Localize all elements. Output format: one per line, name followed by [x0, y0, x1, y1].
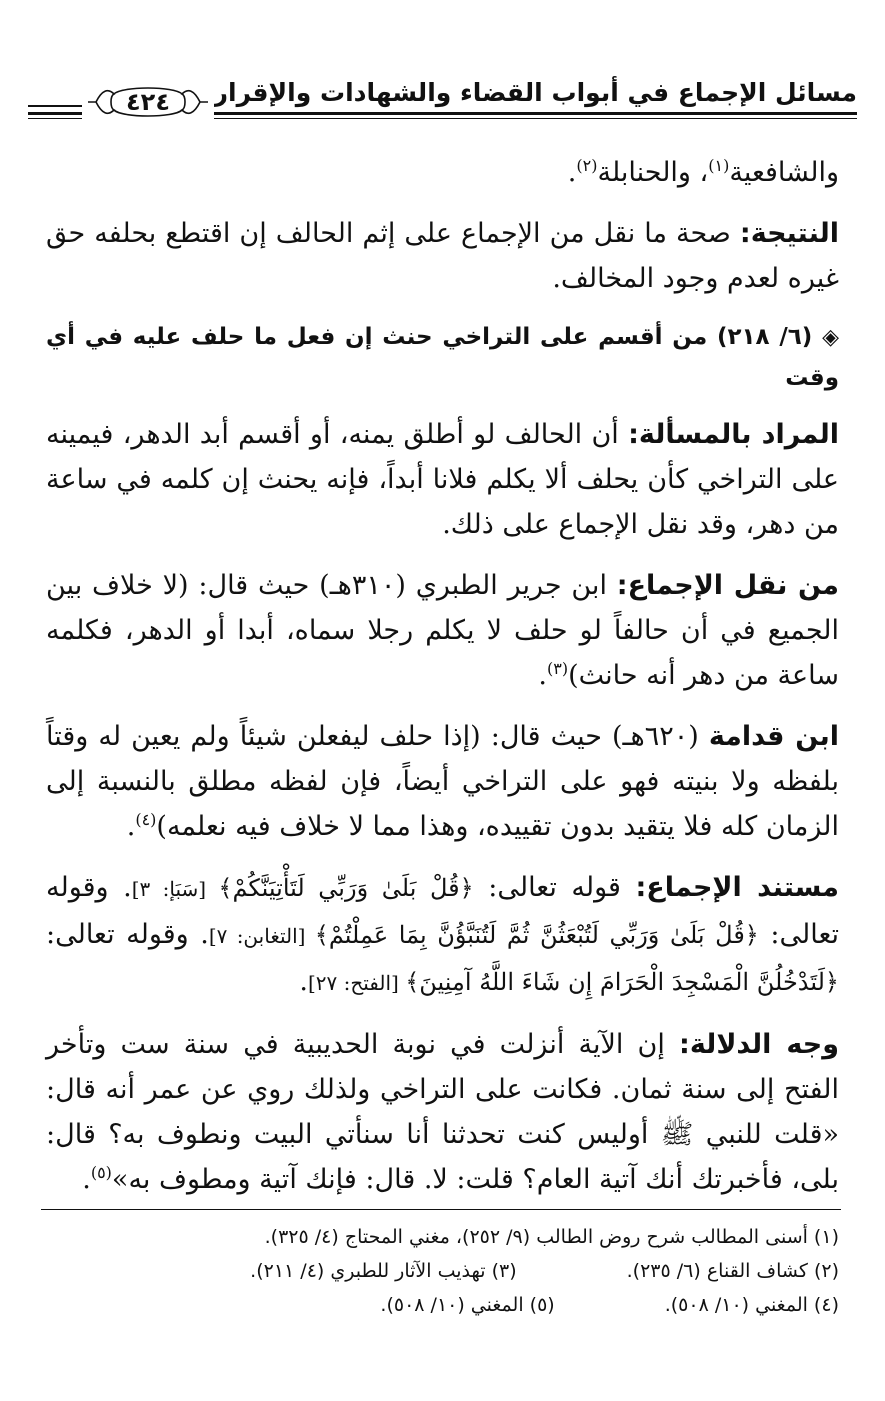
- quran-verse-3: ﴿لَتَدْخُلُنَّ الْمَسْجِدَ الْحَرَامَ إِن شَاءَ اللَّهُ آمِنِينَ﴾: [405, 968, 839, 996]
- quran-verse-2: ﴿قُلْ بَلَىٰ وَرَبِّي لَتُبْعَثُنَّ ثُمَّ لَتُنَبَّؤُنَّ بِمَا عَمِلْتُمْ﴾: [314, 921, 759, 949]
- text-run: . وقوله تعالى:: [46, 919, 209, 950]
- footnote-ref-4[interactable]: (٤): [135, 810, 157, 829]
- paragraph-evidence: [46, 865, 839, 1006]
- paragraph-1: [46, 150, 839, 195]
- issue-heading-text: (٦/ ٢١٨) من أقسم على التراخي حنث إن فعل ما حلف عليه في أي وقت: [46, 324, 839, 391]
- term-meaning: المراد بالمسألة:: [628, 419, 839, 450]
- term-indication: وجه الدلالة:: [679, 1029, 840, 1060]
- text-run: صحة ما نقل من الإجماع على إثم الحالف إن اقتطع بحلفه حق غيره لعدم وجود المخالف.: [46, 218, 839, 294]
- text-run: ، والحنابلة: [597, 157, 709, 188]
- text-run: والشافعية: [729, 157, 839, 188]
- header-left-rule: [28, 100, 88, 114]
- footnote-row: [46, 1220, 839, 1254]
- paragraph-conclusion: [46, 211, 839, 301]
- footnote-ref-3[interactable]: (٣): [546, 659, 569, 678]
- footnotes: [46, 1220, 839, 1322]
- term-conclusion: النتيجة:: [739, 218, 839, 249]
- footnote-5: (٥) المغني (١٠/ ٥٠٨).: [380, 1294, 555, 1316]
- term-evidence: مستند الإجماع:: [635, 872, 839, 903]
- footnote-3: (٣) تهذيب الآثار للطبري (٤/ ٢١١).: [250, 1260, 517, 1282]
- paragraph-meaning: [46, 412, 839, 547]
- running-title: مسائل الإجماع في أبواب القضاء والشهادات والإقرار: [213, 78, 857, 107]
- footnote-ref-5[interactable]: (٥): [90, 1163, 112, 1182]
- text-run: . وقوله تعالى:: [46, 872, 839, 950]
- issue-heading: [46, 317, 839, 398]
- term-ibn-qudama: ابن قدامة: [708, 721, 839, 752]
- text-run: (٦٢٠هـ) حيث قال: (إذا حلف ليفعلن شيئاً ولم يعين له وقتاً بلفظه ولا بنيته فهو على التراخي أيضاً، فإن لفظه مطلق بالنسبة إلى الزمان كله فلا يتقيد بدون تقييده، وهذا مما لا خلاف فيه نعلمه): [46, 721, 839, 842]
- text-run: ابن جرير الطبري (٣١٠هـ) حيث قال: (لا خلاف بين الجميع في أن حالفاً لو حلف لا يكلم رجلا سماه، أبدا أو الدهر، فكلمه ساعة من دهر أنه حانث): [46, 570, 839, 691]
- paragraph-indication: [46, 1022, 839, 1202]
- text-run: .: [126, 811, 136, 842]
- text-run: إن الآية أنزلت في نوبة الحديبية في سنة ست وتأخر الفتح إلى سنة ثمان. فكانت على التراخي ولذلك روي عن عمر أنه قال: «قلت للنبي ﷺ أوليس كنت تحدثنا أنا سنأتي البيت ونطوف به؟ قال: بلى، فأخبرتك أنك آتية العام؟ قلت: لا. قال: فإنك آتية ومطوف به»: [46, 1029, 839, 1195]
- text-run: .: [567, 157, 577, 188]
- diamond-bullet-icon: ◈: [822, 325, 839, 350]
- verse-ref-2: [التغابن: ٧]: [208, 924, 315, 948]
- text-run: .: [82, 1164, 91, 1195]
- verse-ref-3: [الفتح: ٢٧]: [307, 971, 406, 995]
- footnote-ref-2[interactable]: (٢): [576, 156, 598, 175]
- verse-ref-1: [سَبَإ: ٣]: [131, 877, 219, 901]
- footnote-row: [46, 1288, 839, 1322]
- main-text: [46, 150, 839, 1218]
- paragraph-transmitters: [46, 563, 839, 698]
- text-run: قوله تعالى:: [473, 872, 636, 903]
- footnote-ref-1[interactable]: (١): [708, 156, 730, 175]
- page-number: ٤٢٤: [126, 88, 170, 116]
- text-run: .: [299, 966, 308, 997]
- page-number-ornament: [82, 80, 214, 124]
- text-run: أن الحالف لو أطلق يمنه، أو أقسم أبد الدهر، فيمينه على التراخي كأن يحلف ألا يكلم فلانا أبداً، فإنه يحنث إن كلمه في ساعة من دهر، وقد نقل الإجماع على ذلك.: [46, 419, 839, 540]
- footnote-2: (٢) كشاف القناع (٦/ ٢٣٥).: [626, 1260, 839, 1282]
- paragraph-ibn-qudama: [46, 714, 839, 849]
- footnote-4: (٤) المغني (١٠/ ٥٠٨).: [664, 1294, 839, 1316]
- term-transmitters: من نقل الإجماع:: [616, 570, 839, 601]
- text-run: .: [538, 660, 547, 691]
- footnote-separator: [41, 1209, 841, 1210]
- footnote-row: [46, 1254, 839, 1288]
- footnote-1: (١) أسنى المطالب شرح روض الطالب (٩/ ٢٥٢)، مغني المحتاج (٤/ ٣٢٥).: [264, 1226, 839, 1248]
- quran-verse-1: ﴿قُلْ بَلَىٰ وَرَبِّي لَتَأْتِيَنَّكُمْ﴾: [218, 874, 474, 902]
